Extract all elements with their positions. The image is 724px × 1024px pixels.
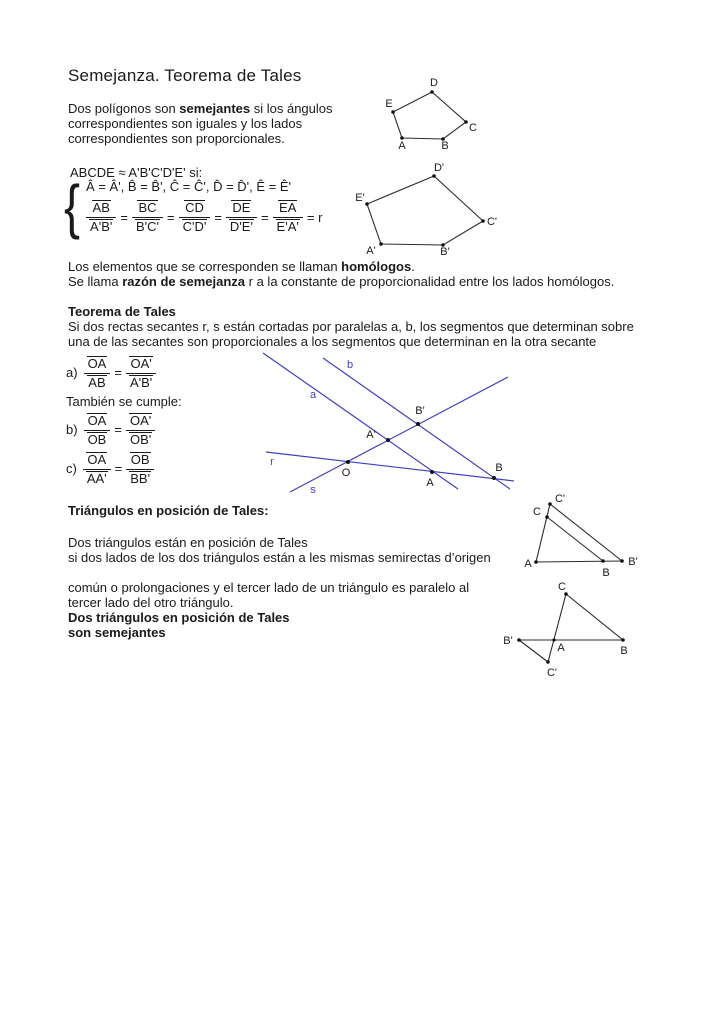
vertex-d-label: D (430, 77, 438, 89)
tri1-b-prime-label: B' (628, 556, 638, 568)
tri2-c-label: C (558, 581, 566, 593)
homologos-line-1 (68, 259, 708, 274)
proportion-c-label: c) (66, 461, 77, 476)
tri1-c-prime-dot (548, 502, 552, 506)
vertex-a-label: A (398, 140, 406, 152)
proportion-a (66, 353, 182, 392)
homologos-l2-post: r a la constante de proporcionalidad entre los lados homólogos. (245, 274, 615, 289)
side-c-b (566, 594, 623, 640)
ratio5-den: E'A' (276, 219, 299, 234)
prop-b-f2-num: OA' (129, 412, 152, 428)
pentagon-prime-outline (367, 176, 483, 245)
prop-a-f2-num: OA' (130, 355, 152, 371)
tri2-b-prime-dot (517, 638, 521, 642)
side-cprime-bprime (550, 504, 622, 561)
intro-line-3: correspondientes son proporcionales. (68, 131, 285, 146)
tri1-c-label: C (533, 506, 541, 518)
intro-line-1 (68, 101, 368, 116)
triangles-p1-line-2: si dos lados de los dos triángulos están a les mismas semirectas d’origen (68, 550, 491, 565)
ratio-result: = r (306, 209, 323, 225)
vertex-c-dot (464, 120, 468, 124)
proportion-a-fraction-1 (84, 355, 111, 391)
proportion-c-fraction-2 (126, 451, 154, 487)
vertex-c-label: C (469, 122, 477, 134)
ratio-fraction-1 (86, 199, 116, 235)
ratio2-num: BC (138, 200, 157, 216)
tri2-b-label: B (620, 645, 628, 657)
ratio4-num: DE (232, 200, 251, 216)
ratio5-num: EA (279, 200, 297, 216)
point-b-dot (492, 476, 496, 480)
triangles-paragraph-1 (68, 535, 538, 565)
triangles-p1-line-1: Dos triángulos están en posición de Tales (68, 535, 308, 550)
tri1-c-prime-label: C' (554, 493, 566, 505)
vertex-e-prime-label: E' (355, 192, 365, 204)
triangles-bold-line-2: son semejantes (68, 625, 166, 640)
point-b-prime-dot (416, 422, 420, 426)
point-b-label: B (495, 462, 503, 474)
proportion-b-fraction-2 (126, 412, 155, 448)
ratio4-den: D'E' (229, 219, 253, 234)
tri2-a-dot (552, 638, 555, 641)
pentagon-abcde-outline (393, 92, 466, 139)
ratio-fraction-3 (179, 199, 211, 235)
homologos-paragraph (68, 259, 708, 289)
homologos-l1-bold: homólogos (341, 259, 412, 274)
tales-line-1: Si dos rectas secantes r, s están cortadas por paralelas a, b, los segmentos que determinan sobre (68, 319, 634, 334)
homologos-l2-bold: razón de semejanza (122, 274, 246, 289)
point-a-prime-label: A' (366, 429, 376, 441)
side-bprime-cprime (519, 640, 548, 662)
similarity-condition-system (64, 173, 326, 240)
system-lines (86, 179, 326, 235)
tri1-a-dot (534, 560, 538, 564)
vertex-e-label: E (385, 98, 393, 110)
triangles-paragraph-2 (68, 580, 538, 640)
equals-sign: = (214, 209, 222, 225)
tri2-a-label: A (557, 642, 565, 654)
proportion-a-fraction-2 (126, 355, 156, 391)
vertex-d-dot (430, 90, 434, 94)
prop-c-f2-num: OB (130, 451, 150, 467)
tales-line-2: una de las secantes son proporcionales a los segmentos que determinan en la otra secante (68, 334, 597, 349)
line-a-label: a (309, 389, 317, 401)
triangles-p2-line-2: tercer lado del otro triángulo. (68, 595, 234, 610)
tri2-b-prime-label: B' (503, 635, 513, 647)
equals-sign: = (260, 209, 269, 225)
vertex-d-prime-label: D' (433, 162, 445, 174)
intro-line1-pre: Dos polígonos son (68, 101, 180, 116)
prop-c-f1-num: OA (87, 451, 107, 467)
prop-b-f1-num: OA (87, 412, 107, 428)
ratio1-den: A'B' (90, 219, 113, 234)
vertex-a-prime-dot (379, 242, 383, 246)
triangle-nested-figure (516, 486, 664, 586)
ratio3-den: C'D' (182, 219, 207, 234)
equals-sign: = (114, 422, 122, 437)
tri2-c-prime-label: C' (546, 667, 558, 679)
tales-paragraph (68, 319, 708, 349)
ratio-fraction-2 (132, 199, 163, 235)
vertex-a-prime-label: A' (366, 245, 376, 257)
triangles-position-heading: Triángulos en posición de Tales: (68, 503, 269, 518)
prop-b-f2-den: OB' (129, 431, 152, 447)
homologos-l1-post: . (411, 259, 415, 274)
equals-sign: = (114, 365, 122, 380)
tri1-a-label: A (524, 558, 532, 570)
line-b-label: b (346, 359, 354, 371)
equals-sign: = (120, 209, 128, 225)
homologos-l2-pre: Se llama (68, 274, 123, 289)
vertex-c-prime-label: C' (486, 216, 498, 228)
prop-b-f1-den: OB (87, 431, 107, 447)
equals-sign: = (114, 461, 123, 476)
proportion-b-label: b) (66, 422, 78, 437)
line-r (266, 452, 514, 481)
proportion-c-fraction-1 (83, 451, 111, 487)
tri2-c-prime-dot (546, 660, 550, 664)
ratio3-num: CD (185, 200, 204, 216)
point-o-dot (346, 460, 350, 464)
ratios-equation (86, 199, 326, 235)
triangle-crossed-figure (494, 580, 666, 684)
proportion-b-fraction-1 (84, 412, 111, 448)
intro-line1-bold: semejantes (179, 101, 251, 116)
side-a-bprime (536, 561, 622, 562)
tri1-b-prime-dot (620, 559, 624, 563)
line-s-label: s (310, 484, 316, 496)
intro-line1-post: si los ángulos (250, 101, 333, 116)
intro-paragraph (68, 101, 368, 146)
pentagon-abcde-prime-figure (350, 155, 502, 259)
vertex-e-prime-dot (365, 202, 369, 206)
intro-line-2: correspondientes son iguales y los lados (68, 116, 303, 131)
prop-c-f2-den: BB' (130, 470, 151, 486)
pentagon-abcde-figure (378, 68, 483, 156)
prop-c-f1-den: AA' (86, 470, 107, 486)
angles-equation: Â = Â', B̂ = B̂', Ĉ = Ĉ', D̂ = D̂', Ê = Ê' (86, 179, 292, 195)
proportion-c (66, 449, 182, 488)
ratio1-num: AB (92, 200, 110, 216)
prop-a-f2-den: A'B' (129, 374, 153, 390)
point-a-dot (430, 470, 434, 474)
proportion-a-label: a) (66, 365, 78, 380)
vertex-b-label: B (441, 140, 449, 152)
line-r-label: r (270, 456, 274, 468)
prop-a-f1-num: OA (87, 355, 107, 371)
vertex-b-prime-label: B' (440, 246, 450, 258)
tri1-b-dot (601, 559, 605, 563)
vertex-c-prime-dot (481, 219, 485, 223)
system-brace: { (64, 173, 81, 240)
point-a-prime-dot (386, 438, 390, 442)
proportions-block (66, 353, 182, 488)
vertex-d-prime-dot (432, 174, 436, 178)
homologos-l1-pre: Los elementos que se corresponden se llaman (68, 259, 342, 274)
tri1-b-label: B (602, 567, 610, 579)
point-a-label: A (426, 477, 434, 489)
triangles-bold-line-1: Dos triángulos en posición de Tales (68, 610, 290, 625)
ratio2-den: B'C' (135, 219, 159, 234)
vertex-e-dot (391, 110, 395, 114)
homologos-line-2 (68, 274, 708, 289)
line-a (263, 353, 458, 489)
tales-heading: Teorema de Tales (68, 304, 176, 319)
tri2-b-dot (621, 638, 625, 642)
page-title: Semejanza. Teorema de Tales (68, 66, 302, 85)
similarity-statement: ABCDE ≈ A'B'C'D'E' si: (70, 165, 203, 180)
equals-sign: = (166, 209, 175, 225)
proportion-b (66, 410, 182, 449)
tri1-c-dot (545, 515, 549, 519)
triangles-p2-line-1: común o prolongaciones y el tercer lado de un triángulo es paralelo al (68, 580, 470, 595)
tales-lines-figure (258, 352, 522, 500)
tambien-text: También se cumple: (66, 394, 182, 409)
point-b-prime-label: B' (415, 405, 425, 417)
ratio-fraction-4 (226, 199, 257, 235)
point-o-label: O (341, 467, 351, 479)
ratio-fraction-5 (273, 199, 303, 235)
prop-a-f1-den: AB (88, 374, 106, 390)
